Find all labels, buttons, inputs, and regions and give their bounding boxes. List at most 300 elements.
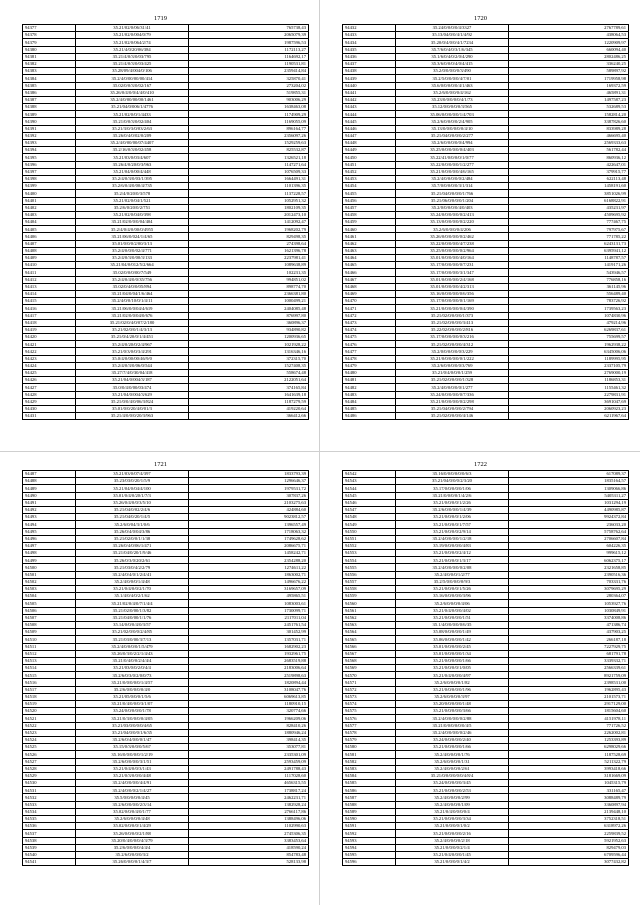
table-row	[23, 780, 309, 787]
row-number-cell: 94501	[23, 571, 76, 578]
row-number-cell: 94480	[343, 370, 396, 377]
row-number-cell: 94433	[343, 32, 396, 39]
table-row	[23, 348, 309, 355]
row-number-cell: 94429	[23, 398, 76, 405]
table-row	[343, 844, 629, 851]
table-row	[23, 82, 309, 89]
row-number-cell: 94591	[343, 823, 396, 830]
code-cell: 35.2/4/0/0/0/0/1/2/18	[396, 535, 509, 542]
amount-cell: 829498,35	[189, 233, 309, 240]
table-row	[343, 578, 629, 585]
amount-cell: 320774,66	[189, 708, 309, 715]
code-cell: 35.28/09/4/004/0/106	[76, 68, 189, 75]
code-cell: 35.21/04/0/02/2/4/6	[76, 506, 189, 513]
amount-cell: 1102990,63	[189, 823, 309, 830]
table-row	[343, 686, 629, 693]
code-cell: 35.2/4/0/0/0/0/2/99	[396, 794, 509, 801]
amount-cell: 2335301,09	[189, 751, 309, 758]
table-row	[23, 650, 309, 657]
table-row	[23, 578, 309, 585]
code-cell: 35.21/0/0/0/0/0/1/96	[396, 686, 509, 693]
row-number-cell: 94543	[343, 478, 396, 485]
amount-cell: 1968202,79	[189, 226, 309, 233]
code-cell: 35.21/0/4/0/0/0/1/45	[396, 851, 509, 858]
amount-cell: 589897,92	[509, 68, 629, 75]
table-row	[343, 643, 629, 650]
code-cell: 35.21/0/0/0/0/0/2/53	[396, 787, 509, 794]
code-cell: 35.22/02/0/0/0/0/2/816	[396, 326, 509, 333]
table-row	[343, 614, 629, 621]
records-table	[22, 24, 309, 420]
amount-cell: 466695,40	[509, 132, 629, 139]
amount-cell: 1738817,24	[189, 787, 309, 794]
code-cell: 35.21/02/0/0/0/2/4/85	[76, 629, 189, 636]
table-row	[343, 607, 629, 614]
table-row	[343, 262, 629, 269]
table-row	[23, 506, 309, 513]
amount-cell: 3077432,82	[509, 859, 629, 866]
table-row	[343, 701, 629, 708]
code-cell: 35.0/0/4/0/00/03/474	[76, 384, 189, 391]
code-cell: 35.21/0/3/0/0/0/0/4/05	[76, 715, 189, 722]
row-number-cell: 94555	[343, 564, 396, 571]
row-number-cell: 94514	[23, 665, 76, 672]
table-row	[343, 154, 629, 161]
code-cell: 35.2/6/0/0/0/0/3/97	[396, 693, 509, 700]
table-row	[343, 60, 629, 67]
table-row	[23, 715, 309, 722]
table-row	[23, 787, 309, 794]
code-cell: 35.2/5/0/0/0/0/0/9/3	[396, 578, 509, 585]
amount-cell: 528133,98	[189, 859, 309, 866]
code-cell: 35.06/0/0/0/0/0/1/4/703	[396, 111, 509, 118]
table-row	[23, 801, 309, 808]
amount-cell: 3339332,71	[509, 657, 629, 664]
code-cell: 35.21/0/4/0/0/3/1/43	[76, 765, 189, 772]
amount-cell: 1200936,65	[189, 334, 309, 341]
records-table	[342, 470, 629, 866]
code-cell: 35.13/04/0/0/4/1/4/92	[396, 32, 509, 39]
code-cell: 35.13/0/0/0/0/0/0/2/220	[396, 219, 509, 226]
table-row	[343, 859, 629, 866]
amount-cell: 366412,66	[189, 413, 309, 420]
code-cell: 35.21/0/3/0/0/3/4/291	[76, 348, 189, 355]
table-row	[343, 765, 629, 772]
row-number-cell: 94393	[23, 140, 76, 147]
row-number-cell: 94388	[23, 104, 76, 111]
row-number-cell: 94503	[23, 586, 76, 593]
amount-cell: 1664491,31	[189, 175, 309, 182]
table-row	[343, 650, 629, 657]
amount-cell: 828410,26	[189, 722, 309, 729]
row-number-cell: 94568	[343, 657, 396, 664]
code-cell: 35.2/6/0/0/0/0/2/4/905	[396, 118, 509, 125]
code-cell: 35.2/4/0/0/0/0/4/4/91	[76, 780, 189, 787]
amount-cell: 4656315,55	[189, 780, 309, 787]
row-number-cell: 94466	[343, 269, 396, 276]
code-cell: 35.2/6/0/0/0/0/1/82	[396, 679, 509, 686]
code-cell: 35.01/0/0/0/0/0/4/2/313	[396, 283, 509, 290]
table-row	[23, 175, 309, 182]
row-number-cell: 94589	[343, 808, 396, 815]
amount-cell: 556489,40	[509, 290, 629, 297]
table-row	[23, 312, 309, 319]
amount-cell: 1962895,43	[509, 686, 629, 693]
row-number-cell: 94520	[23, 708, 76, 715]
row-number-cell: 94540	[23, 851, 76, 858]
row-number-cell: 94557	[343, 578, 396, 585]
table-row	[23, 305, 309, 312]
row-number-cell: 94560	[343, 600, 396, 607]
amount-cell: 999615,12	[509, 550, 629, 557]
code-cell: 35.19/0/0/0/0/0/4/83	[396, 542, 509, 549]
table-row	[23, 298, 309, 305]
table-row	[23, 859, 309, 866]
row-number-cell: 94423	[23, 355, 76, 362]
code-cell: 35.21/0/0/0/0/1/4/2/6	[396, 492, 509, 499]
row-number-cell: 94392	[23, 132, 76, 139]
amount-cell: 765738,43	[189, 25, 309, 32]
code-cell: 35.16/0/0/0/0/0/3/96	[396, 593, 509, 600]
table-row	[23, 600, 309, 607]
table-row	[343, 132, 629, 139]
row-number-cell: 94425	[23, 370, 76, 377]
row-number-cell: 94450	[343, 154, 396, 161]
code-cell: 35.21/02/0/0/1/4/3/13	[76, 326, 189, 333]
amount-cell: 3360897,94	[509, 801, 629, 808]
code-cell: 35.20/0/4/0/0/4/1/7234	[396, 39, 509, 46]
row-number-cell: 94556	[343, 571, 396, 578]
row-number-cell: 94500	[23, 564, 76, 571]
code-cell: 35.2/6/0/3/0/2/0/0/73	[76, 672, 189, 679]
row-number-cell: 94564	[343, 629, 396, 636]
amount-cell: 5758762,64	[509, 528, 629, 535]
row-number-cell: 94573	[343, 693, 396, 700]
row-number-cell: 94464	[343, 255, 396, 262]
amount-cell: 2491788,43	[189, 765, 309, 772]
code-cell: 35.2/4/0/0/0/0/0/2/46	[396, 729, 509, 736]
code-cell: 35.2/4/0/4/0/1/2/4/41	[76, 571, 189, 578]
row-number-cell: 94592	[343, 830, 396, 837]
code-cell: 35.21/0/0/0/0/0/0/2/298	[396, 398, 509, 405]
row-number-cell: 94545	[343, 492, 396, 499]
amount-cell: 1412092,47	[189, 219, 309, 226]
table-row	[343, 276, 629, 283]
row-number-cell: 94517	[23, 686, 76, 693]
table-row	[343, 82, 629, 89]
table-row	[23, 571, 309, 578]
code-cell: 35.21/04/0/04/1/6/464	[76, 290, 189, 297]
amount-cell: 777467,75	[509, 219, 629, 226]
code-cell: 35.2/4/0/4/0/00/0/4955	[76, 226, 189, 233]
row-number-cell: 94457	[343, 204, 396, 211]
amount-cell: 3088489,79	[509, 794, 629, 801]
table-row	[23, 564, 309, 571]
row-number-cell: 94549	[343, 521, 396, 528]
amount-cell: 2321658,85	[509, 564, 629, 571]
amount-cell: 2769000,19	[509, 370, 629, 377]
code-cell: 35.2/6/0/0/0/0/0/4/0	[76, 686, 189, 693]
row-number-cell: 94475	[343, 334, 396, 341]
table-row	[23, 384, 309, 391]
row-number-cell: 94431	[23, 413, 76, 420]
code-cell: 35.2/4/0/3/0/03/1/395	[76, 175, 189, 182]
code-cell: 35.21/4/0/0/0/20/3/963	[76, 413, 189, 420]
amount-cell: 2766117,86	[189, 808, 309, 815]
code-cell: 35.23/0/0/0/0/0/4/1/73	[396, 96, 509, 103]
code-cell: 35.22/0/0/0/0/0/4/7/238	[396, 240, 509, 247]
amount-cell: 1382928,24	[189, 801, 309, 808]
row-number-cell: 94390	[23, 118, 76, 125]
table-row	[343, 233, 629, 240]
row-number-cell: 94587	[343, 794, 396, 801]
code-cell: 35.2/4/0/0/0/0/2/61	[396, 765, 509, 772]
code-cell: 35.2/6/0/0/0/0/4/48	[76, 816, 189, 823]
amount-cell: 617089,37	[509, 471, 629, 478]
table-row	[343, 794, 629, 801]
table-row	[23, 75, 309, 82]
amount-cell: 1089638,89	[189, 262, 309, 269]
row-number-cell: 94577	[343, 722, 396, 729]
table-row	[23, 686, 309, 693]
amount-cell: 336240,25	[509, 60, 629, 67]
row-number-cell: 94410	[23, 262, 76, 269]
row-number-cell: 94404	[23, 219, 76, 226]
row-number-cell: 94413	[23, 283, 76, 290]
table-row	[343, 384, 629, 391]
row-number-cell: 94382	[23, 60, 76, 67]
table-row	[23, 233, 309, 240]
amount-cell: 495865,51	[189, 593, 309, 600]
code-cell: 35.21/03/0/0/0/0/4/65	[76, 722, 189, 729]
table-row	[343, 391, 629, 398]
amount-cell: 1296646,37	[189, 478, 309, 485]
table-row	[23, 118, 309, 125]
row-number-cell: 94483	[343, 391, 396, 398]
amount-cell: 471386,74	[509, 621, 629, 628]
code-cell: 35.01/0/0/0/0/0/2/45	[396, 643, 509, 650]
table-row	[23, 413, 309, 420]
table-row	[343, 413, 629, 420]
code-cell: 35.2/6/0/4/0/0/0/1/47	[76, 736, 189, 743]
amount-cell: 1190531,81	[189, 60, 309, 67]
amount-cell: 2103275,63	[189, 499, 309, 506]
code-cell: 35.21/02/0/04/0/398	[76, 211, 189, 218]
amount-cell: 1186853,31	[509, 377, 629, 384]
table-row	[23, 722, 309, 729]
table-row	[23, 355, 309, 362]
code-cell: 35.21/04/0/0/0/2/3/20	[396, 478, 509, 485]
code-cell: 35.21/0/0/0/0/0/1/4/57	[76, 679, 189, 686]
code-cell: 35.2/16/0/3/0/02/458	[76, 147, 189, 154]
amount-cell: 374165,84	[189, 384, 309, 391]
table-row	[23, 621, 309, 628]
code-cell: 35.1/6/0/4/0/2/0/4/290	[396, 53, 509, 60]
code-cell: 35.2/4/0/4/0/0/35/756	[76, 276, 189, 283]
code-cell: 35.26/4/0/20/0/3/963	[76, 161, 189, 168]
code-cell: 35.02/0/4/0/0/05/894	[76, 283, 189, 290]
code-cell: 35.21/02/0/0/0/0/4/312	[396, 341, 509, 348]
row-number-cell: 94570	[343, 672, 396, 679]
row-number-cell: 94498	[23, 550, 76, 557]
code-cell: 35.16/0/0/0/0/0/1/2/19	[76, 751, 189, 758]
amount-cell: 1833793,39	[189, 471, 309, 478]
amount-cell: 6318972,26	[509, 823, 629, 830]
table-row	[23, 326, 309, 333]
table-row	[23, 794, 309, 801]
amount-cell: 2569333,63	[509, 140, 629, 147]
row-number-cell: 94470	[343, 298, 396, 305]
row-number-cell: 94571	[343, 679, 396, 686]
row-number-cell: 94590	[343, 816, 396, 823]
amount-cell: 4509695,92	[509, 211, 629, 218]
table-row	[23, 614, 309, 621]
table-row	[343, 405, 629, 412]
amount-cell: 6211967,64	[509, 413, 629, 420]
code-cell: 35.01/0/0/0/0/0/1/34	[396, 650, 509, 657]
row-number-cell: 94536	[23, 823, 76, 830]
table-row	[343, 290, 629, 297]
table-row	[343, 305, 629, 312]
code-cell: 35.26/0/4/0/02/0/209	[76, 132, 189, 139]
amount-cell: 2086675,71	[189, 542, 309, 549]
code-cell: 35.2/6/0/4/0/00/4/735	[76, 183, 189, 190]
table-row	[23, 629, 309, 636]
code-cell: 35.21/03/0/0/2/0/4/4	[76, 665, 189, 672]
row-number-cell: 94456	[343, 197, 396, 204]
row-number-cell: 94538	[23, 837, 76, 844]
row-number-cell: 94409	[23, 255, 76, 262]
code-cell: 35.21/4/0/3/0/03/795	[76, 53, 189, 60]
row-number-cell: 94559	[343, 593, 396, 600]
amount-cell: 604226,35	[509, 542, 629, 549]
amount-cell: 1169055,09	[189, 118, 309, 125]
row-number-cell: 94482	[343, 384, 396, 391]
code-cell: 35.21/06/0/0/0/0/1/204	[396, 197, 509, 204]
row-number-cell: 94398	[23, 175, 76, 182]
row-number-cell: 94416	[23, 305, 76, 312]
row-number-cell: 94519	[23, 701, 76, 708]
row-number-cell: 94574	[343, 701, 396, 708]
row-number-cell: 94474	[343, 326, 396, 333]
table-row	[343, 240, 629, 247]
code-cell: 35.21/0/4/0/0/0/4/02	[396, 607, 509, 614]
amount-cell: 331165,47	[509, 787, 629, 794]
table-row	[23, 672, 309, 679]
code-cell: 35.2/4/0/00/00/00/414	[76, 75, 189, 82]
table-row	[23, 736, 309, 743]
table-row	[343, 118, 629, 125]
amount-cell: 1148787,57	[509, 255, 629, 262]
row-number-cell: 94506	[23, 607, 76, 614]
row-number-cell: 94408	[23, 247, 76, 254]
amount-cell: 1730099,71	[189, 607, 309, 614]
row-number-cell: 94478	[343, 355, 396, 362]
row-number-cell: 94497	[23, 542, 76, 549]
row-number-cell: 94387	[23, 96, 76, 103]
amount-cell: 543946,57	[509, 269, 629, 276]
code-cell: 35.21/05/0/0/0/1/5/6	[76, 693, 189, 700]
code-cell: 35.21/0/0/0/0/0/1/66	[396, 657, 509, 664]
row-number-cell: 94585	[343, 780, 396, 787]
table-row	[23, 276, 309, 283]
amount-cell: 3752318,51	[509, 816, 629, 823]
amount-cell: 1101396,35	[189, 183, 309, 190]
code-cell: 35.26/0/0/0/0/2/1/88	[76, 830, 189, 837]
code-cell: 35.21/03/0/00/3/7/13	[76, 636, 189, 643]
row-number-cell: 94588	[343, 801, 396, 808]
amount-cell: 660094,40	[509, 46, 629, 53]
table-row	[343, 39, 629, 46]
code-cell: 35.01/0/0/0/0/0/2/4/168	[396, 276, 509, 283]
row-number-cell: 94411	[23, 269, 76, 276]
code-cell: 35.21/04/0/0/0/0/2/794	[396, 405, 509, 412]
table-row	[23, 183, 309, 190]
amount-cell: 1174909,29	[189, 111, 309, 118]
amount-cell: 825532,87	[189, 147, 309, 154]
code-cell: 35.2/4/0/0/0/0/2/18	[396, 837, 509, 844]
code-cell: 35.21/0/0/0/0/0/0/4/5	[396, 722, 509, 729]
code-cell: 35.2/0/0/0/0/0/3/490	[396, 68, 509, 75]
code-cell: 35.14/0/0/0/4/0/3/57	[76, 621, 189, 628]
code-cell: 35.21/0/4/0/0/0/3/1/07	[76, 701, 189, 708]
page-panel-1721	[22, 460, 306, 866]
table-row	[23, 168, 309, 175]
code-cell: 35.08/0/0/0/0/0/1/49	[396, 629, 509, 636]
amount-cell: 1316346,16	[189, 348, 309, 355]
row-number-cell: 94580	[343, 744, 396, 751]
code-cell: 35.21/02/0/06/31/41	[76, 25, 189, 32]
code-cell: 35.2/6/0/0/0/0/4/206	[396, 226, 509, 233]
row-number-cell: 94533	[23, 801, 76, 808]
code-cell: 35.21/02/0/0/0/0/1/373	[396, 312, 509, 319]
amount-cell: 898774,70	[189, 283, 309, 290]
row-number-cell: 94386	[23, 89, 76, 96]
amount-cell: 829479,03	[509, 844, 629, 851]
code-cell: 35.21/02/0/0/0/04/404	[76, 219, 189, 226]
table-row	[343, 183, 629, 190]
row-number-cell: 94385	[23, 82, 76, 89]
row-number-cell: 94537	[23, 830, 76, 837]
code-cell: 35.2/6/0/0/0/0/3/2	[76, 851, 189, 858]
code-cell: 35.21/0/0/0/0/1/0/05	[396, 665, 509, 672]
code-cell: 35.21/03/0/4/2/2/79	[76, 564, 189, 571]
code-cell: 35.26/0/4/0/04/3/86	[76, 528, 189, 535]
code-cell: 35.21/0/0/0/0/2/9/14	[396, 528, 509, 535]
table-row	[343, 851, 629, 858]
row-number-cell: 94396	[23, 161, 76, 168]
row-number-cell: 94394	[23, 147, 76, 154]
table-row	[343, 247, 629, 254]
code-cell: 35.22/0/0/0/0/0/1/2/277	[396, 161, 509, 168]
table-row	[23, 744, 309, 751]
row-number-cell: 94551	[343, 535, 396, 542]
code-cell: 35.02/0/0/0/0/1/4/29	[76, 823, 189, 830]
amount-cell: 2519898,63	[189, 672, 309, 679]
amount-cell: 6243131,73	[509, 240, 629, 247]
table-row	[23, 362, 309, 369]
row-number-cell: 94550	[343, 528, 396, 535]
amount-cell: 325870,41	[189, 75, 309, 82]
amount-cell: 771785,22	[509, 233, 629, 240]
amount-cell: 1117028,60	[189, 772, 309, 779]
table-row	[23, 370, 309, 377]
row-number-cell: 94541	[23, 859, 76, 866]
amount-cell: 2183006,64	[189, 665, 309, 672]
table-row	[23, 816, 309, 823]
code-cell: 35.21/06/0/024/1/4/65	[76, 233, 189, 240]
table-row	[343, 255, 629, 262]
